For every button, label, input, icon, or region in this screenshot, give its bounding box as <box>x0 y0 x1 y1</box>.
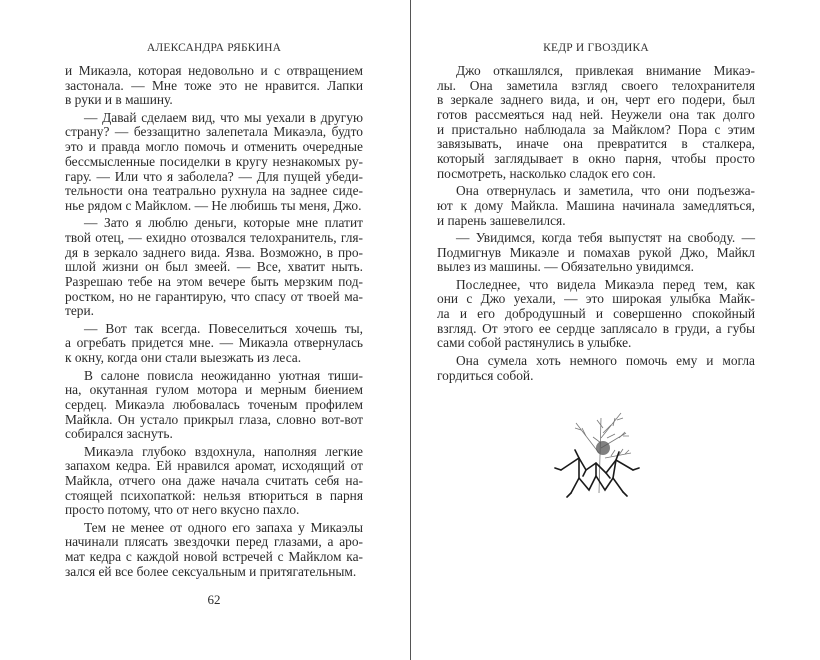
running-header-title: КЕДР И ГВОЗДИКА <box>543 42 649 54</box>
text-line: который заглядывает в окно парня, чтобы просто <box>437 151 755 167</box>
text-line: Подмигнув Микаэле и помахав рукой Джо, Майкл <box>437 244 755 260</box>
text-line: — Давай сделаем вид, что мы уехали в другую <box>84 109 363 125</box>
text-line: Майкла. Он устало прикрыл глаза, словно вот-вот <box>65 411 363 427</box>
paragraph <box>65 445 363 518</box>
text-line: они с Джо уехали, — это широкая улыбка Майк- <box>437 291 755 307</box>
text-line: начинали плясать звездочки перед глазами, а аро- <box>65 534 363 550</box>
text-line: сами собой растянулись в улыбке. <box>437 335 632 351</box>
paragraph <box>437 184 755 228</box>
text-line: — Вот так всегда. Повеселиться хочешь ты, <box>84 320 363 336</box>
text-line: вылез из машины. — Обязательно увидимся. <box>437 259 695 275</box>
paragraph <box>437 64 755 182</box>
text-line: зался ей все более сексуальным и притягательным. <box>65 563 357 579</box>
paragraph <box>65 216 363 319</box>
text-line: Она отвернулась и заметила, что они подъезжа- <box>456 183 755 199</box>
paragraph <box>65 64 363 108</box>
text-line: а огребать придется мне. — Микаэла отвернулась <box>65 335 363 351</box>
text-line: в руки и в машину. <box>65 92 173 108</box>
text-line: твой отец, — ехидно отозвался телохранитель, гля- <box>65 229 363 245</box>
text-line: тери. <box>65 303 95 319</box>
text-line: Джо откашлялся, привлекая внимание Микаэ- <box>456 63 755 78</box>
text-line: в зеркале заднего вида, и он, черт его подери, был <box>437 92 755 108</box>
running-header-author: АЛЕКСАНДРА РЯБКИНА <box>146 42 282 54</box>
text-line: это и правда могло помочь и отменить очередные <box>65 139 363 155</box>
text-line: бессмысленные посиделки в кругу незнакомых ру- <box>65 153 363 169</box>
paragraph <box>65 369 363 442</box>
text-line: и Микаэла, которая недовольно и с отвращением <box>65 63 363 78</box>
text-line: Она сумела хоть немного помочь ему и могла <box>456 352 755 368</box>
paragraph <box>65 521 363 580</box>
paragraph <box>65 111 363 214</box>
text-line: сердец. Микаэла любовалась точеным профилем <box>65 396 363 412</box>
text-line: завязывать, иначе она превратится в сталкера, <box>437 136 755 152</box>
text-line: ростком, но не гарантирую, что спасу от твоей ма- <box>65 288 363 304</box>
paragraph <box>437 231 755 275</box>
text-line: — Зато я люблю деньги, которые мне платит <box>84 215 363 231</box>
text-line: шлой жизни он был змеей. — Все, хватит ныть. <box>65 259 363 275</box>
text-line: собирался заснуть. <box>65 426 173 442</box>
text-line: и парень зашевелился. <box>437 212 566 228</box>
page-number: 62 <box>207 592 221 607</box>
text-line: и пристально наблюдала за Майклом? Пора с этим <box>437 121 755 137</box>
text-line: застонала. — Мне тоже это не нравится. Лапки <box>65 77 363 93</box>
text-line: Последнее, что видела Микаэла перед тем, как <box>456 276 755 292</box>
text-line: В салоне повисла неожиданно уютная тиши- <box>84 367 363 383</box>
text-line: мат кедра с каждой новой встречей с Майклом ка- <box>65 549 363 565</box>
text-line: Тем не менее от одного его запаха у Микаэлы <box>84 519 363 535</box>
cedar-branch-ornament-icon <box>541 398 651 508</box>
paragraph <box>437 354 755 383</box>
text-line: тельности она театрально рухнула на заднее сиде- <box>65 183 363 199</box>
text-line: посмотреть, насколько сладок его сон. <box>437 165 656 181</box>
text-line: ла и его добродушный и совершенно спокойный <box>437 306 755 322</box>
text-line: взгляд. От этого ее сердце заплясало в груди, а губы <box>437 320 755 336</box>
text-line: — Увидимся, когда тебя выпустят на свободу. — <box>456 229 755 245</box>
paragraph <box>65 322 363 366</box>
text-line: Микаэла глубоко вздохнула, наполняя легкие <box>84 443 363 459</box>
text-line: запахом кедра. Ей нравился аромат, исходящий от <box>65 458 363 474</box>
text-line: к окну, когда они стали выезжать из леса. <box>65 350 302 366</box>
page-body <box>437 64 755 386</box>
text-line: стоящей психопаткой: нельзя втюриться в парня <box>65 487 363 503</box>
text-line: Разрешаю тебе на этом вечере быть мерзким под- <box>65 274 363 289</box>
text-line: просто потому, что от него вкусно пахло. <box>65 502 300 518</box>
text-line: гордиться собой. <box>437 367 534 383</box>
text-line: гару. — Или что я заболела? — Для пущей убеди- <box>65 168 363 184</box>
text-line: Майкла, отчего она даже начала считать себя на- <box>65 473 363 488</box>
text-line: страну? — беззащитно залепетала Микаэла, будто <box>65 124 363 140</box>
right-page <box>411 0 820 660</box>
text-line: готов рассмеяться над ней. Неужели она так долго <box>437 107 755 123</box>
text-line: нье рядом с Майклом. — Не любишь ты меня, Джо. <box>65 197 362 213</box>
text-line: дя в зеркало заднего вида. Язва. Возможно, в про- <box>65 244 363 260</box>
text-line: ют к дому Майкла. Машина начинала замедляться, <box>437 197 755 213</box>
page-body <box>65 64 363 582</box>
paragraph <box>437 278 755 351</box>
text-line: на, окутанная гулом мотора и мерным биением <box>65 382 363 398</box>
text-line: лы. Она заметила взгляд своего телохранителя <box>437 77 755 93</box>
